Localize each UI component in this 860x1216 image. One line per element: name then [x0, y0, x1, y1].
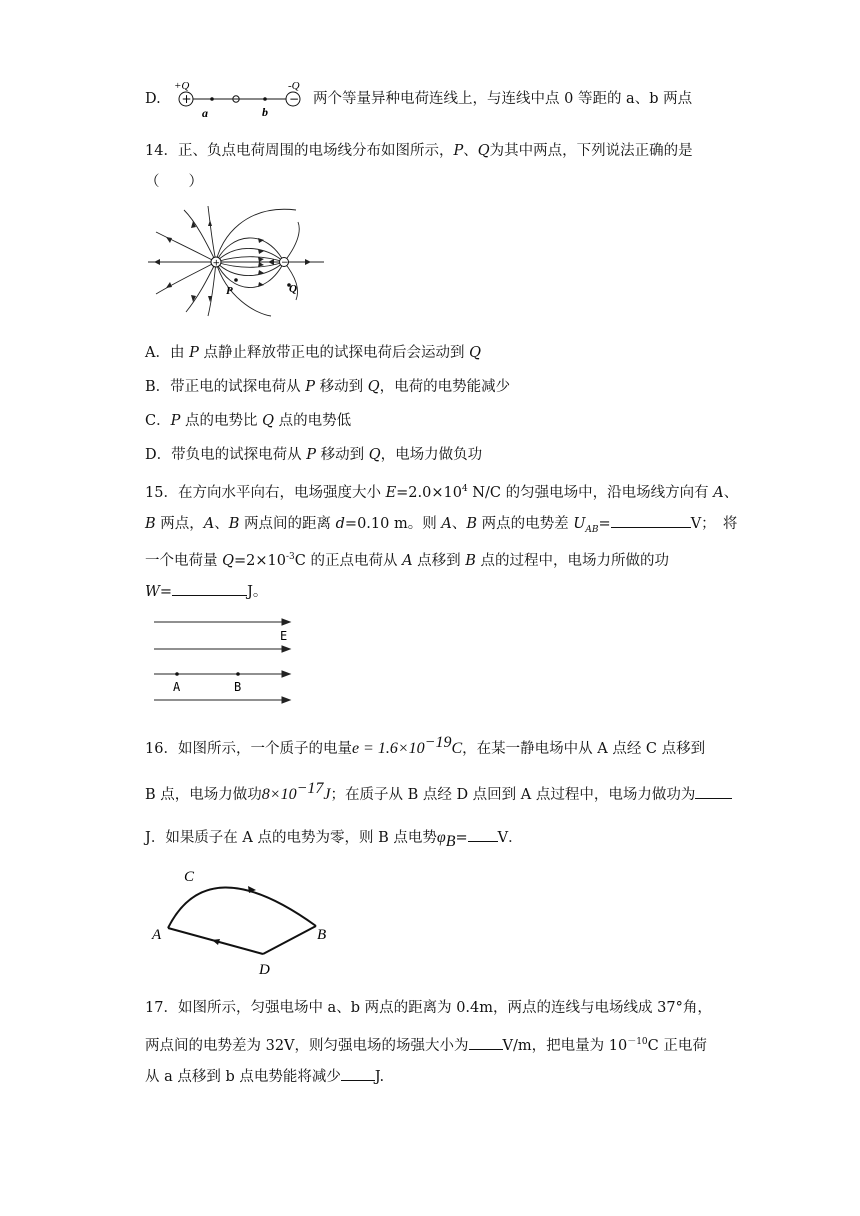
q14-option-a: A．由 P 点静止释放带正电的试探电荷后会运动到 Q	[145, 345, 481, 361]
q13-option-d-label: D.	[145, 91, 161, 107]
q15-b-label: B	[234, 680, 242, 694]
q16-a-label: A	[152, 927, 162, 943]
q17-line-2: 两点间的电势差为 32V，则匀强电场的场强大小为 V/m，把电量为 $10^{-10}C$ 正电荷	[145, 1032, 707, 1056]
svg-text:+: +	[181, 92, 192, 106]
q15-uniform-field-figure	[150, 612, 300, 708]
q13-option-d-text: 两个等量异种电荷连线上，与连线中点 0 等距的 a、b 两点	[313, 91, 693, 107]
q14-stem: 14．正、负点电荷周围的电场线分布如图所示，P、Q为其中两点，下列说法正确的是	[145, 143, 693, 159]
q17-line-1: 17．如图所示，匀强电场中 a、b 两点的距离为 0.4m，两点的连线与电场线成 37°角，	[145, 1000, 712, 1016]
q13-dipole-figure	[172, 78, 312, 120]
q16-line-2: B 点，电场力做功$8\times 10^{-17}J$；在质子从 B 点经 D 点回到 A 点过程中，电场力做功为	[145, 779, 732, 805]
q15-blank-work[interactable]	[172, 581, 247, 596]
q16-blank-potential[interactable]	[468, 827, 498, 842]
q15-e-label: E	[280, 629, 288, 643]
q16-line-3: J．如果质子在 A 点的电势为零，则 B 点电势$\varphi_B= V$．	[145, 829, 523, 850]
q14-option-d: D．带负电的试探电荷从 P 移动到 Q，电场力做负功	[145, 447, 483, 463]
q13-option-d	[145, 89, 161, 109]
q15-blank-uab[interactable]	[611, 513, 691, 528]
q17-blank-energy[interactable]	[341, 1066, 375, 1081]
q14-option-c: C．P 点的电势比 Q 点的电势低	[145, 413, 352, 429]
q16-blank-work[interactable]	[695, 784, 732, 799]
q17-blank-field[interactable]	[469, 1035, 503, 1050]
q14-option-b: B．带正电的试探电荷从 P 移动到 Q，电荷的电势能减少	[145, 379, 511, 395]
q17-line-3: 从 a 点移到 b 点电势能将减少 J.	[145, 1066, 384, 1087]
q15-a-label: A	[173, 680, 181, 694]
q14-p-label: P	[226, 285, 233, 297]
svg-text:+: +	[212, 258, 221, 269]
q15-line-1: 15．在方向水平向右，电场强度大小 $E=2.0\times 10^4$ N/C 的匀强电场中，沿电场线方向有 A、	[145, 484, 739, 501]
q14-field-lines-figure	[146, 202, 326, 318]
q16-line-1: 16．如图所示，一个质子的电量$e = 1.6\times 10^{-19}C$，在某一静电场中从 A 点经 C 点移到	[145, 734, 706, 757]
q15-line-2: B 两点，A、B 两点间的距离 d=0.10 m。则 A、B 两点的电势差 $U_{AB}= V$； 将	[145, 513, 737, 540]
q13-plus-q-label: +Q	[174, 80, 190, 92]
q16-c-label: C	[184, 869, 195, 885]
q13-b-label: b	[262, 105, 268, 119]
q16-path-figure	[146, 858, 346, 982]
q15-line-3: 一个电荷量 $Q=2\times 10^{-3}C$ 的正点电荷从 A 点移到 B 点的过程中，电场力所做的功	[145, 552, 670, 569]
svg-text:−: −	[289, 92, 300, 106]
svg-text:−: −	[281, 258, 289, 268]
q13-a-label: a	[202, 106, 208, 120]
q14-q-label: Q	[289, 283, 297, 295]
q16-d-label: D	[259, 962, 270, 978]
q15-line-4: W= J。	[145, 581, 267, 602]
q14-answer-paren: （ ）	[145, 174, 203, 190]
q16-b-label: B	[317, 927, 327, 943]
q13-minus-q-label: -Q	[288, 80, 300, 92]
